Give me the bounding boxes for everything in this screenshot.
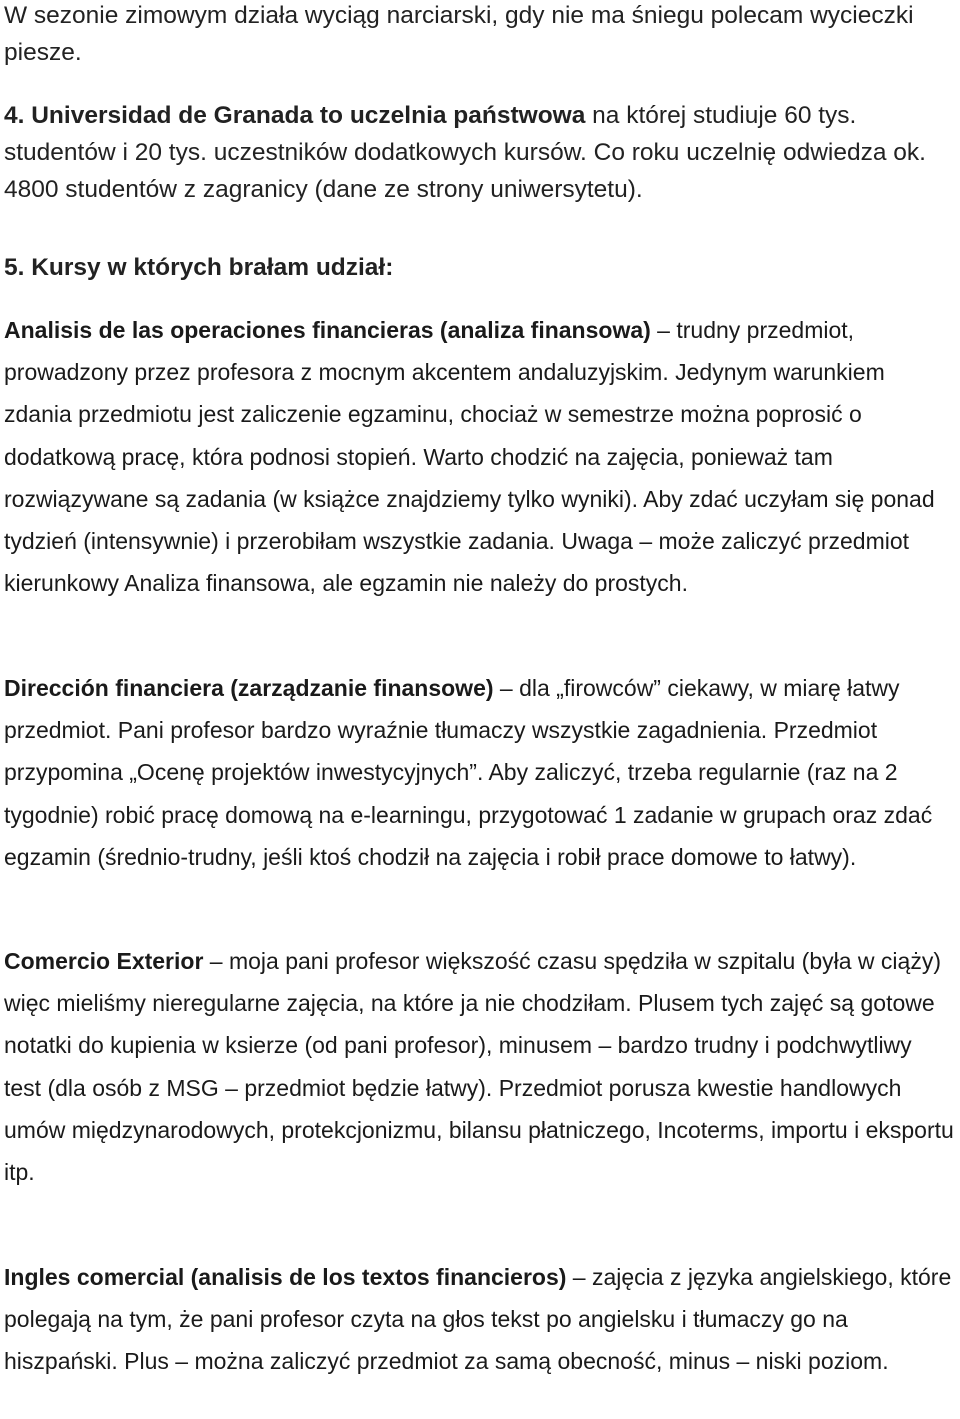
course-paragraph bbox=[4, 309, 954, 604]
course-name: Ingles comercial (analisis de los textos financieros) bbox=[4, 1264, 567, 1290]
course-description: – zajęcia z języka angielskiego, które polegają na tym, że pani profesor czyta na głos tekst po angielsku i tłumaczy go na hiszpański. Plus – można zaliczyć przedmiot za samą obecność, minus – niski poziom. bbox=[4, 1264, 952, 1375]
intro-paragraph bbox=[4, 0, 954, 71]
course-paragraph bbox=[4, 667, 954, 878]
course-paragraph bbox=[4, 1256, 954, 1383]
section-5-heading bbox=[4, 249, 954, 286]
course-description: – dla „firowców” ciekawy, w miarę łatwy przedmiot. Pani profesor bardzo wyraźnie tłumaczy wszystkie zagadnienia. Przedmiot przypomina „Ocenę projektów inwestycyjnych”. Aby zaliczyć, trzeba regularnie (raz na 2 tygodnie) robić pracę domową na e-learningu, przygotować 1 zadanie w grupach oraz zdać egzamin (średnio-trudny, jeśli ktoś chodził na zajęcia i robił prace domowe to łatwy). bbox=[4, 675, 933, 870]
intro-text: W sezonie zimowym działa wyciąg narciarski, gdy nie ma śniegu polecam wycieczki piesze. bbox=[4, 2, 914, 66]
course-description: – trudny przedmiot, prowadzony przez profesora z mocnym akcentem andaluzyjskim. Jedynym warunkiem zdania przedmiotu jest zaliczenie egzaminu, chociaż w semestrze można poprosić o dodatkową pracę, która podnosi stopień. Warto chodzić na zajęcia, ponieważ tam rozwiązywane są zadania (w książce znajdziemy tylko wyniki). Aby zdać uczyłam się ponad tydzień (intensywnie) i przerobiłam wszystkie zadania. Uwaga – może zaliczyć przedmiot kierunkowy Analiza finansowa, ale egzamin nie należy do prostych. bbox=[4, 317, 935, 597]
course-name: Analisis de las operaciones financieras (analiza finansowa) bbox=[4, 317, 651, 343]
course-paragraph bbox=[4, 940, 954, 1193]
section-4-paragraph bbox=[4, 97, 954, 208]
course-name: Dirección financiera (zarządzanie finansowe) bbox=[4, 675, 494, 701]
course-name: Comercio Exterior bbox=[4, 948, 204, 974]
section-5-heading-text: 5. Kursy w których brałam udział: bbox=[4, 254, 394, 281]
course-description: – moja pani profesor większość czasu spędziła w szpitalu (była w ciąży) więc mieliśmy nieregularne zajęcia, na które ja nie chodziłam. Plusem tych zajęć są gotowe notatki do kupienia w ksierze (od pani profesor), minusem – bardzo trudny i podchwytliwy test (dla osób z MSG – przedmiot będzie łatwy). Przedmiot porusza kwestie handlowych umów międzynarodowych, protekcjonizmu, bilansu płatniczego, Incoterms, importu i eksportu itp. bbox=[4, 948, 954, 1186]
section-4-text: na której studiuje 60 tys. studentów i 20 tys. uczestników dodatkowych kursów. Co roku uczelnię odwiedza ok. 4800 studentów z zagranicy (dane ze strony uniwersytetu). bbox=[4, 102, 926, 203]
section-4-lead: 4. Universidad de Granada to uczelnia państwowa bbox=[4, 102, 586, 129]
